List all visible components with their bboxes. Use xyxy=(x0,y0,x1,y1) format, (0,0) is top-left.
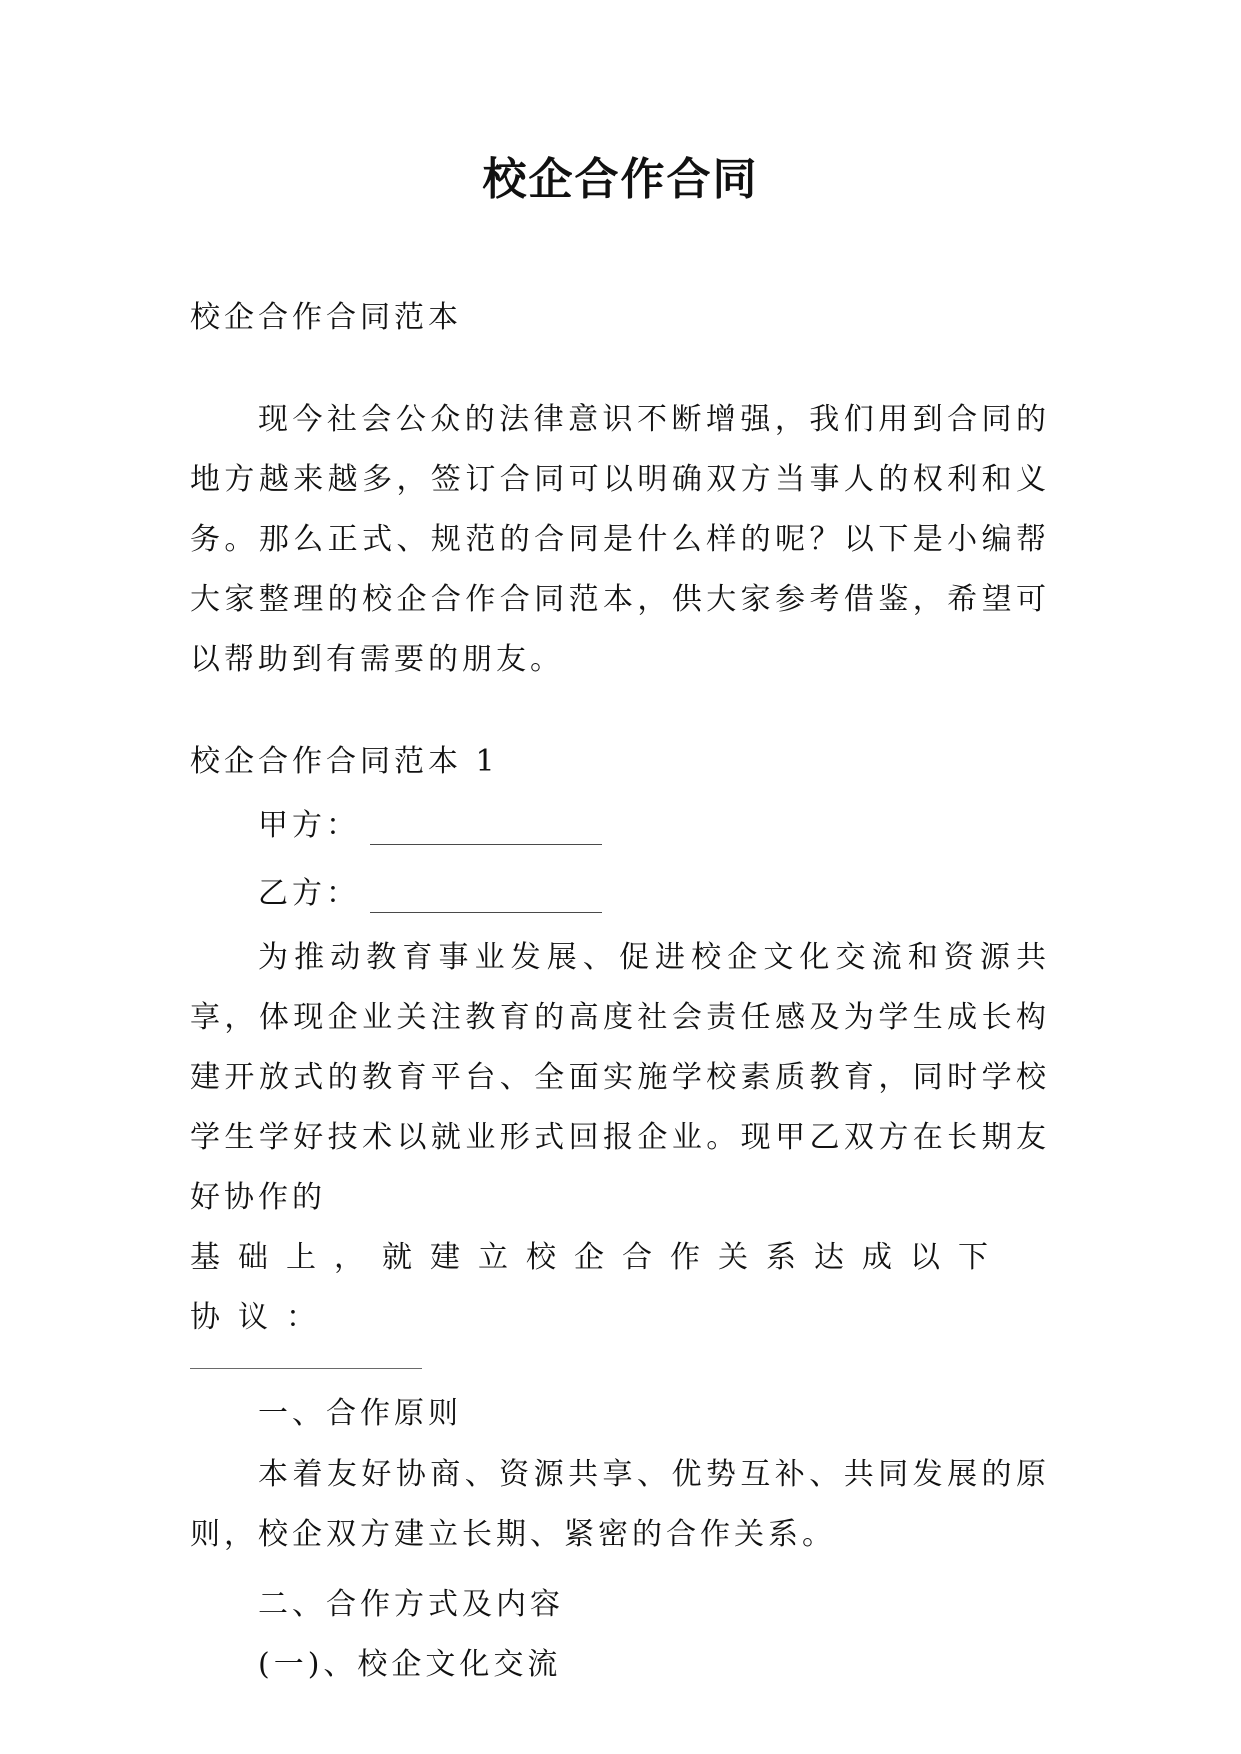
party-b-line xyxy=(190,860,1050,928)
party-a-line xyxy=(190,792,1050,860)
spacer xyxy=(190,690,1050,732)
party-a-label: 甲方： xyxy=(258,808,360,843)
preamble-last-line: 基础上，就建立校企合作关系达成以下协议： xyxy=(190,1240,1006,1335)
party-a-blank xyxy=(370,844,602,845)
party-b-label: 乙方： xyxy=(258,876,360,911)
spacer xyxy=(190,348,1050,390)
party-b-blank xyxy=(370,912,602,913)
section-1-title: 一、合作原则 xyxy=(258,1396,462,1431)
spacer xyxy=(190,1565,1050,1575)
document-title: 校企合作合同 xyxy=(482,154,759,205)
section-2-title: 二、合作方式及内容 xyxy=(258,1587,564,1622)
intro-paragraph: 现今社会公众的法律意识不断增强，我们用到合同的地方越来越多，签订合同可以明确双方当事人的权利和义务。那么正式、规范的合同是什么样的呢？以下是小编帮大家整理的校企合作合同范本，供大家参考借鉴，希望可以帮助到有需要的朋友。 xyxy=(190,402,1050,677)
section-1-body: 本着友好协商、资源共享、优势互补、共同发展的原则，校企双方建立长期、紧密的合作关系。 xyxy=(190,1457,1050,1552)
sample-heading: 校企合作合同范本 1 xyxy=(190,744,499,779)
document-body xyxy=(190,288,1050,1695)
section-2-subsection-1: (一)、校企文化交流 xyxy=(258,1647,562,1682)
preamble-paragraph: 为推动教育事业发展、促进校企文化交流和资源共享，体现企业关注教育的高度社会责任感及为学生成长构建开放式的教育平台、全面实施学校素质教育，同时学校学生学好技术以就业形式回报企业。现甲乙双方在长期友好协作的 xyxy=(190,940,1050,1215)
blank-underline-divider xyxy=(190,1368,422,1369)
document-subtitle: 校企合作合同范本 xyxy=(190,300,462,335)
